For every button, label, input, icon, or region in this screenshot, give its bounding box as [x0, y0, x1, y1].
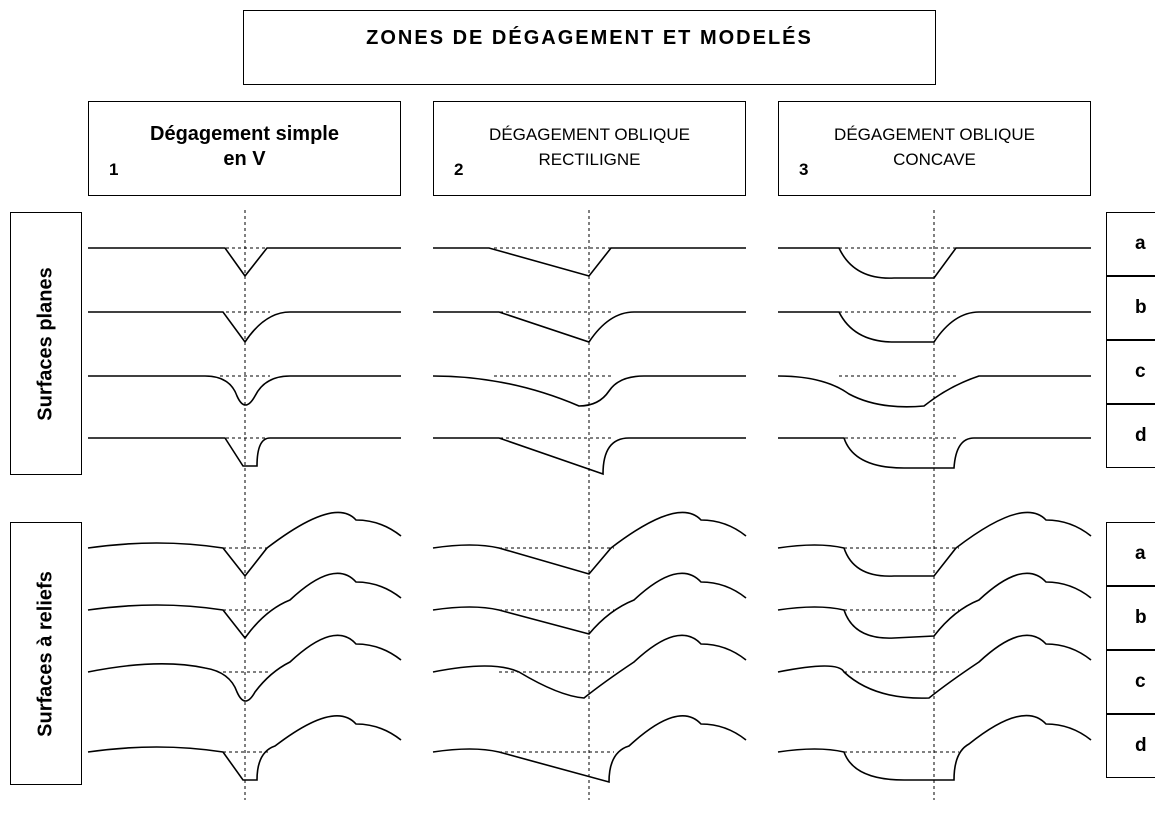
row-letter: c [1135, 671, 1146, 692]
relief-profile [433, 716, 746, 782]
row-letter-box [1106, 404, 1155, 468]
column-3-line1: DÉGAGEMENT OBLIQUE [834, 125, 1035, 144]
page-title: ZONES DE DÉGAGEMENT ET MODELÉS [366, 27, 813, 49]
row-letter: a [1135, 233, 1146, 254]
row-letter-box [1106, 212, 1155, 276]
row-group-1-label: Surfaces planes [34, 266, 57, 421]
column-1-number: 1 [109, 160, 119, 179]
row-letter: c [1135, 361, 1146, 382]
row-letter-box [1106, 650, 1155, 714]
column-2-line1: DÉGAGEMENT OBLIQUE [489, 125, 690, 144]
column-2-label [434, 122, 745, 172]
title-box [243, 10, 936, 85]
row-letter-box [1106, 276, 1155, 340]
column-3-label [779, 122, 1090, 172]
column-2-line2: RECTILIGNE [538, 150, 641, 169]
row-letter: a [1135, 543, 1146, 564]
row-letter: d [1135, 735, 1147, 756]
column-1-line2: en V [223, 148, 266, 170]
column-3-number: 3 [799, 160, 809, 179]
row-group-2-label: Surfaces à reliefs [34, 570, 57, 737]
column-1-label [89, 122, 400, 172]
row-group-label-reliefs [10, 522, 82, 785]
column-3-line2: CONCAVE [893, 150, 976, 169]
row-letter-box [1106, 522, 1155, 586]
row-letter-box [1106, 340, 1155, 404]
row-group-label-planes [10, 212, 82, 475]
column-header-2 [433, 101, 746, 196]
row-letter-box [1106, 714, 1155, 778]
row-letter-box [1106, 586, 1155, 650]
column-header-3 [778, 101, 1091, 196]
column-1-line1: Dégagement simple [150, 123, 339, 145]
row-letter: d [1135, 425, 1147, 446]
row-letter: b [1135, 607, 1147, 628]
column-header-1 [88, 101, 401, 196]
column-2-number: 2 [454, 160, 464, 179]
row-letter: b [1135, 297, 1147, 318]
